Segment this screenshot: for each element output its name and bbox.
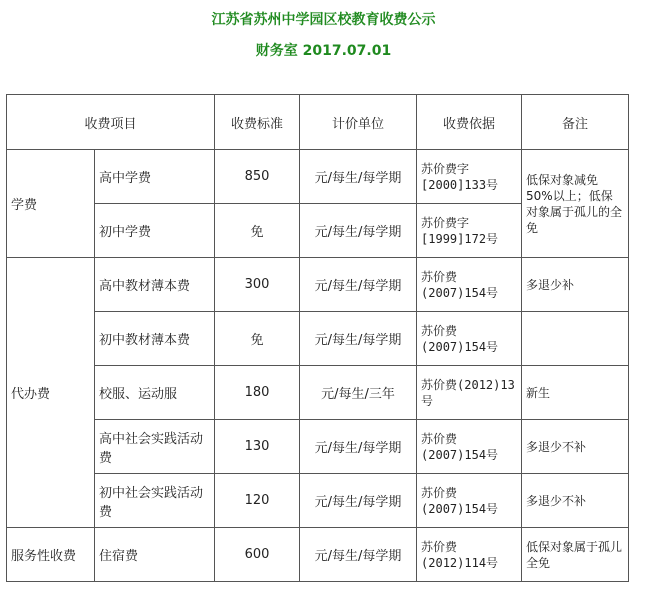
row-item: 校服、运动服 [95, 366, 215, 420]
page-title: 江苏省苏州中学园区校教育收费公示 [211, 12, 436, 28]
group-label-service: 服务性收费 [7, 528, 95, 582]
row-item: 初中社会实践活动费 [95, 474, 215, 528]
row-standard: 300 [215, 258, 300, 312]
row-unit: 元/每生/每学期 [300, 204, 417, 258]
row-item: 初中学费 [95, 204, 215, 258]
fee-table [6, 94, 629, 582]
row-item: 住宿费 [95, 528, 215, 582]
table-row [7, 420, 629, 474]
row-unit: 元/每生/每学期 [300, 474, 417, 528]
row-item: 初中教材薄本费 [95, 312, 215, 366]
header-row [7, 95, 629, 150]
row-remark: 新生 [522, 366, 629, 420]
group-label-agency: 代办费 [7, 258, 95, 528]
header-remark: 备注 [522, 95, 629, 150]
row-basis: 苏价费(2012)114号 [417, 528, 522, 582]
row-basis: 苏价费字[1999]172号 [417, 204, 522, 258]
row-standard: 120 [215, 474, 300, 528]
page-subtitle: 财务室 2017.07.01 [255, 43, 392, 59]
table-row [7, 150, 629, 204]
header-basis: 收费依据 [417, 95, 522, 150]
row-remark: 低保对象属于孤儿全免 [522, 528, 629, 582]
row-item: 高中教材薄本费 [95, 258, 215, 312]
row-unit: 元/每生/每学期 [300, 258, 417, 312]
row-remark [522, 312, 629, 366]
row-basis: 苏价费字[2000]133号 [417, 150, 522, 204]
group-label-tuition: 学费 [7, 150, 95, 258]
row-standard: 180 [215, 366, 300, 420]
header-item: 收费项目 [7, 95, 215, 150]
table-row [7, 474, 629, 528]
row-unit: 元/每生/每学期 [300, 150, 417, 204]
row-basis: 苏价费(2007)154号 [417, 474, 522, 528]
row-unit: 元/每生/每学期 [300, 528, 417, 582]
row-remark: 多退少补 [522, 258, 629, 312]
row-basis: 苏价费(2012)13号 [417, 366, 522, 420]
row-unit: 元/每生/每学期 [300, 312, 417, 366]
table-row [7, 366, 629, 420]
row-remark-tuition: 低保对象减免50%以上；低保对象属于孤儿的全免 [522, 150, 629, 258]
row-unit: 元/每生/每学期 [300, 420, 417, 474]
row-standard: 130 [215, 420, 300, 474]
row-basis: 苏价费(2007)154号 [417, 420, 522, 474]
header-unit: 计价单位 [300, 95, 417, 150]
table-row [7, 528, 629, 582]
row-basis: 苏价费(2007)154号 [417, 312, 522, 366]
row-item: 高中社会实践活动费 [95, 420, 215, 474]
row-standard: 免 [215, 204, 300, 258]
row-basis: 苏价费(2007)154号 [417, 258, 522, 312]
row-standard: 600 [215, 528, 300, 582]
table-row [7, 312, 629, 366]
row-standard: 850 [215, 150, 300, 204]
row-remark: 多退少不补 [522, 420, 629, 474]
row-item: 高中学费 [95, 150, 215, 204]
table-row [7, 258, 629, 312]
header-standard: 收费标准 [215, 95, 300, 150]
row-unit: 元/每生/三年 [300, 366, 417, 420]
row-remark: 多退少不补 [522, 474, 629, 528]
row-standard: 免 [215, 312, 300, 366]
